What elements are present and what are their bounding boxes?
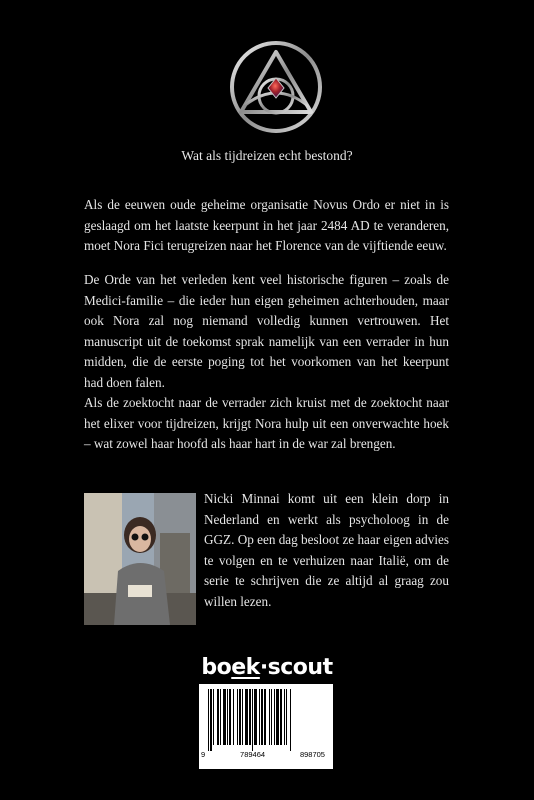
barcode-bar	[269, 689, 270, 745]
author-photo	[84, 493, 196, 625]
barcode-bar	[237, 689, 238, 745]
barcode-bar	[290, 689, 291, 751]
barcode-bar	[274, 689, 275, 745]
barcode-bar	[223, 689, 226, 745]
barcode-bars	[208, 689, 324, 751]
blurb-paragraph-2: De Orde van het verleden kent veel historische figuren – zoals de Medici-familie – die ieder hun eigen geheimen achterhouden, maar ook Nora zal nog niemand volledig kunnen vertrouwen. Het manuscript uit de toekomst sprak namelijk van een verrader in hun midden, die de eerste poging tot het voorkomen van het keerpunt had doen falen.	[84, 272, 449, 390]
barcode-bar	[271, 689, 272, 745]
barcode-bar	[259, 689, 260, 745]
barcode-bar	[210, 689, 212, 751]
barcode-bar	[249, 689, 251, 745]
barcode-bar	[233, 689, 234, 745]
barcode-bar	[286, 689, 287, 745]
publisher-logo	[0, 655, 534, 680]
barcode-bar	[245, 689, 248, 745]
barcode-bar	[252, 689, 253, 751]
barcode-digits-right: 898705	[299, 750, 325, 759]
author-bio: Nicki Minnai komt uit een klein dorp in Nederland en werkt als psycholoog in de GGZ. Op een dag besloot ze haar eigen advies te volgen en te verhuizen naar Italië, om de serie te schrijven die ze altijd al graag zou willen lezen.	[204, 491, 449, 609]
barcode-bar	[208, 689, 209, 751]
barcode-digits-left: 789464	[240, 750, 266, 759]
blurb-paragraph-1: Als de eeuwen oude geheime organisatie Novus Ordo er niet in is geslaagd om het laatste keerpunt in het jaar 2484 AD te veranderen, moet Nora Fici terugreizen naar het Florence van de vijftiende eeuw.	[84, 197, 449, 253]
barcode-bar	[284, 689, 285, 745]
logo-part-scout: ·scout	[259, 655, 333, 680]
emblem-icon	[229, 40, 323, 134]
barcode-bar	[220, 689, 221, 745]
barcode-bar	[229, 689, 231, 745]
barcode-bar	[239, 689, 241, 745]
barcode-bar	[217, 689, 219, 745]
barcode-bar	[227, 689, 228, 745]
barcode-digit-lead: 9	[201, 750, 206, 759]
barcode-bar	[264, 689, 266, 745]
barcode	[199, 684, 333, 769]
barcode-bar	[254, 689, 257, 745]
logo-part-ek: ek	[231, 655, 260, 680]
tagline: Wat als tijdreizen echt bestond?	[181, 148, 353, 163]
barcode-bar	[213, 689, 214, 745]
barcode-bar	[242, 689, 243, 745]
logo-part-bo: bo	[201, 655, 232, 680]
barcode-bar	[261, 689, 263, 745]
blurb-paragraph-3: Als de zoektocht naar de verrader zich kruist met de zoektocht naar het elixer voor tijdreizen, krijgt Nora hulp uit een onverwachte hoek – wat zowel haar hoofd als haar hart in de war zal brengen.	[84, 395, 449, 451]
barcode-bar	[280, 689, 282, 745]
barcode-bar	[276, 689, 279, 745]
